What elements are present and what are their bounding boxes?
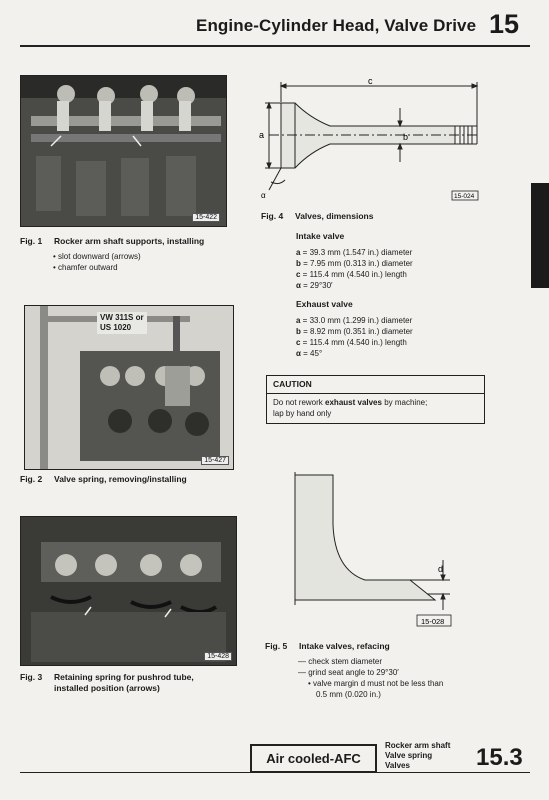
spec-value: = 39.3 mm (1.547 in.) diameter [300,248,413,257]
fig1-number: Fig. 1 [20,236,43,246]
rocker-arm-shaft-image [21,76,226,226]
spec-value: = 115.4 mm (4.540 in.) length [300,270,407,279]
list-item: • valve margin d must not be less than [308,679,444,688]
fig4-number: Fig. 4 [261,211,284,221]
spec-key: b [296,327,301,336]
spec-key: a [296,316,301,325]
fig5-bullet-text: valve margin d must not be less than [313,679,444,688]
fig1-caption [20,236,204,246]
spec-value: = 45° [300,349,323,358]
page-number: 15.3 [476,744,523,771]
list-item: • chamfer outward [53,262,141,273]
list-item: • slot downward (arrows) [53,251,141,262]
fig3-caption-line1: Retaining spring for pushrod tube, [54,672,194,682]
caution-text-emphasis: exhaust valves [325,398,382,407]
caution-text-part: by machine; [381,398,428,407]
spec-key: c [296,270,301,279]
dim-alpha-label: α [261,191,266,200]
caution-text-part: lap by hand only [273,409,332,418]
fig3-number: Fig. 3 [20,672,43,682]
spec-value: = 33.0 mm (1.299 in.) diameter [300,316,413,325]
section-number: 15 [489,9,520,39]
fig3-tag: 15-428 [204,652,232,661]
fig5-tag: 15-028 [421,617,445,626]
spec-key: α [296,281,301,290]
fig1-photo [20,75,227,227]
fig4-caption-text: Valves, dimensions [295,211,374,221]
fig4-tag: 15-024 [454,193,475,200]
list-item: 0.5 mm (0.020 in.) [316,690,381,699]
spec-line [296,337,413,348]
page-title: Engine-Cylinder Head, Valve Drive [196,16,477,35]
spec-value: = 29°30′ [300,281,333,290]
fig1-tag: 15-422 [192,213,220,222]
spec-key: α [296,349,301,358]
dim-d-label: d [438,564,444,574]
fig2-tool-label [97,312,147,334]
spec-line [296,280,413,291]
fig5-valve-refacing-diagram [285,470,465,630]
caution-box [266,375,485,424]
fig4-valve-dimension-diagram [255,78,480,203]
fig5-number: Fig. 5 [265,641,288,651]
spec-value: = 115.4 mm (4.540 in.) length [300,338,407,347]
exhaust-valve-spec [296,299,413,359]
fig1-caption-text: Rocker arm shaft supports, installing [54,236,205,246]
spec-line [296,315,413,326]
caution-text [273,397,478,419]
spec-line [296,258,413,269]
fig5-caption [265,641,390,651]
fig2-caption [20,474,187,484]
footer-topics [385,741,450,771]
header-divider [20,45,530,47]
fig2-caption-text: Valve spring, removing/installing [54,474,187,484]
tool-label-line: US 1020 [100,323,132,332]
fig4-caption [261,211,373,221]
fig5-steps [298,656,443,700]
caution-title: CAUTION [267,379,484,394]
spec-line [296,247,413,258]
footer-topic: Valves [385,761,410,770]
spec-key: a [296,248,301,257]
fig3-photo [20,516,237,666]
fig2-tag: 15-427 [201,456,229,465]
spec-value: = 8.92 mm (0.351 in.) diameter [300,327,413,336]
footer-model-label: Air cooled-AFC [250,744,377,773]
spec-line [296,326,413,337]
fig1-bullets [53,251,141,273]
fig3-caption [20,672,194,694]
footer-topic: Valve spring [385,751,433,760]
spec-key: b [296,259,301,268]
fig5-caption-text: Intake valves, refacing [299,641,390,651]
section-edge-tab [531,183,549,288]
fig2-photo [24,305,234,470]
intake-valve-spec [296,231,413,291]
tool-label-line: VW 311S or [100,313,144,322]
fig2-number: Fig. 2 [20,474,43,484]
spec-value: = 7.95 mm (0.313 in.) diameter [300,259,413,268]
intake-valve-title: Intake valve [296,231,345,241]
spec-line [296,269,413,280]
footer-topic: Rocker arm shaft [385,741,451,750]
spec-key: c [296,338,301,347]
pushrod-tube-spring-image [21,517,236,665]
list-item: — check stem diameter [298,657,383,666]
dim-c-label: c [368,78,373,86]
dim-a-label: a [259,130,265,140]
list-item: — grind seat angle to 29°30′ [298,668,399,677]
exhaust-valve-title: Exhaust valve [296,299,353,309]
dim-b-label: b [403,132,409,142]
caution-text-part: Do not rework [273,398,326,407]
spec-line [296,348,413,359]
fig3-caption-line2: installed position (arrows) [54,683,160,693]
